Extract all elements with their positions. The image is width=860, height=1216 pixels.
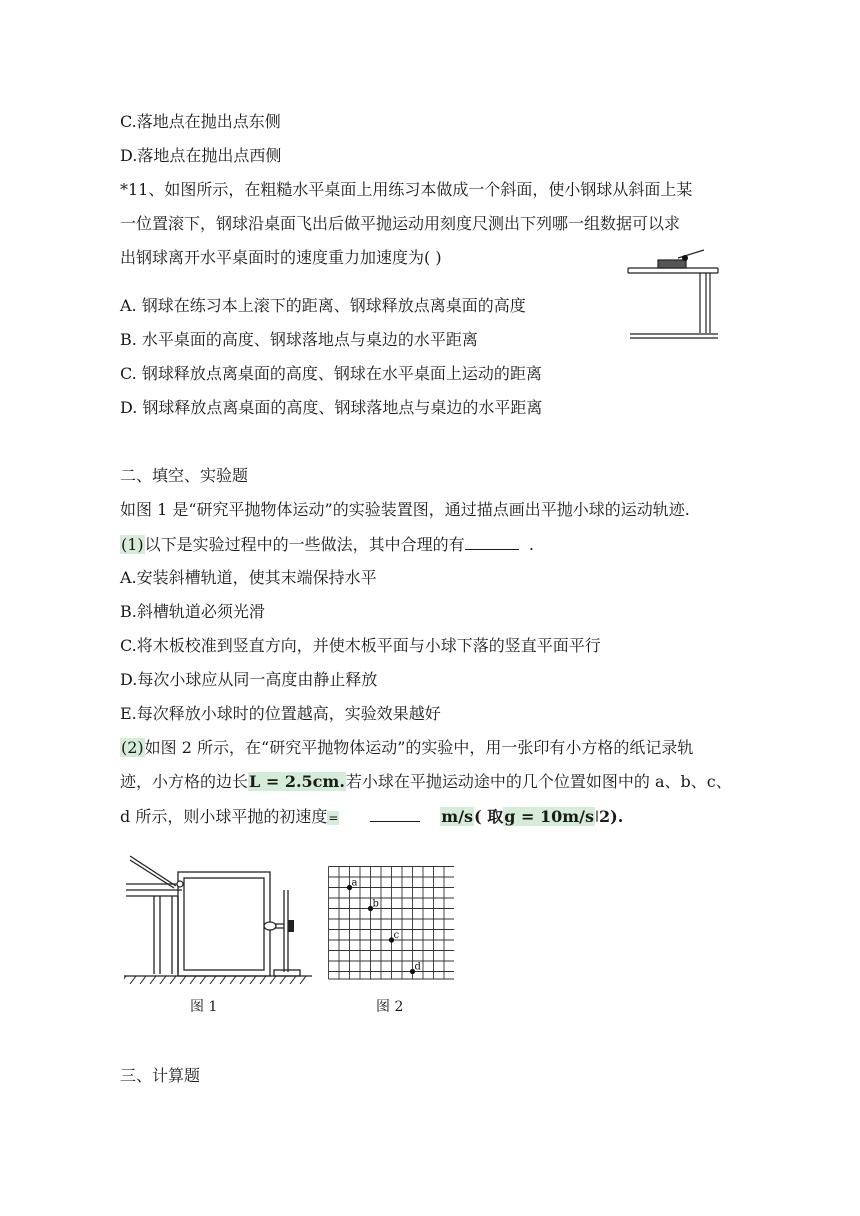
q11-table-figure bbox=[626, 246, 722, 342]
q11-stem-line-2: 一位置滚下，钢球沿桌面飞出后做平抛运动用刻度尺测出下列哪一组数据可以求 bbox=[120, 214, 681, 233]
part2-line-1 bbox=[120, 738, 693, 758]
q10-option-d: D.落地点在抛出点西侧 bbox=[120, 146, 282, 165]
part1-prompt bbox=[120, 534, 534, 555]
choice-d: D.每次小球应从同一高度由静止释放 bbox=[120, 670, 378, 689]
part2-line-3 bbox=[120, 806, 623, 828]
q11-option-a: A. 钢球在练习本上滚下的距离、钢球释放点离桌面的高度 bbox=[120, 296, 526, 315]
trajectory-point-label-d: d bbox=[414, 961, 421, 973]
section3-heading: 三、计算题 bbox=[120, 1066, 201, 1085]
trajectory-point-label-c: c bbox=[393, 930, 400, 941]
part2-text-2a: 迹，小方格的边长 bbox=[120, 772, 249, 791]
formula-g: g = 10m/s bbox=[504, 807, 594, 826]
q11-stem-line-1: *11、如图所示，在粗糙水平桌面上用练习本做成一个斜面，使小钢球从斜面上某 bbox=[120, 180, 693, 199]
part2-answer-blank[interactable] bbox=[370, 806, 420, 822]
choice-c: C.将木板校准到竖直方向，并使木板平面与小球下落的竖直平面平行 bbox=[120, 636, 601, 655]
velocity-unit: m/s bbox=[441, 807, 474, 826]
part1-marker: (1) bbox=[121, 535, 144, 554]
q10-option-c: C.落地点在抛出点东侧 bbox=[120, 112, 281, 131]
choice-a: A.安装斜槽轨道，使其末端保持水平 bbox=[120, 568, 377, 587]
figure-2-grid bbox=[328, 866, 454, 980]
trajectory-point-label-b: b bbox=[372, 898, 379, 910]
part2-line-2 bbox=[120, 772, 732, 792]
section2-heading: 二、填空、实验题 bbox=[120, 466, 249, 485]
part1-answer-blank[interactable] bbox=[465, 534, 519, 550]
figure-2-caption: 图 2 bbox=[376, 999, 404, 1015]
section2-intro: 如图 1 是“研究平抛物体运动”的实验装置图，通过描点画出平抛小球的运动轨迹. bbox=[120, 500, 690, 519]
figure-1-caption: 图 1 bbox=[190, 999, 218, 1015]
q11-option-d: D. 钢球释放点离桌面的高度、钢球落地点与桌边的水平距离 bbox=[120, 398, 543, 417]
part1-text: 以下是实验过程中的一些做法，其中合理的有 bbox=[144, 535, 465, 554]
part2-text-1: 如图 2 所示，在“研究平抛物体运动”的实验中，用一张印有小方格的纸记录轨 bbox=[144, 738, 694, 757]
exponent-mark: | bbox=[594, 809, 599, 822]
part1-end: . bbox=[528, 535, 534, 554]
trajectory-point-label-a: a bbox=[351, 877, 358, 889]
choice-b: B.斜槽轨道必须光滑 bbox=[120, 602, 265, 621]
q11-stem-line-3: 出钢球离开水平桌面时的速度重力加速度为( ) bbox=[120, 248, 442, 267]
q11-option-b: B. 水平桌面的高度、钢球落地点与桌边的水平距离 bbox=[120, 330, 478, 349]
choice-e: E.每次释放小球时的位置越高，实验效果越好 bbox=[120, 704, 441, 723]
part2-text-3a: d 所示，则小球平抛的初速度 bbox=[120, 807, 328, 826]
figure-1-apparatus bbox=[124, 850, 314, 984]
formula-l: L = 2.5cm. bbox=[249, 772, 345, 791]
equals-sign: = bbox=[328, 811, 339, 825]
part2-marker: (2) bbox=[121, 738, 144, 757]
take-label: ( 取 bbox=[474, 807, 504, 826]
q11-option-c: C. 钢球释放点离桌面的高度、钢球在水平桌面上运动的距离 bbox=[120, 364, 542, 383]
part2-tail: 2). bbox=[599, 807, 624, 826]
part2-text-2b: 若小球在平抛运动途中的几个位置如图中的 a、b、c、 bbox=[345, 772, 732, 791]
